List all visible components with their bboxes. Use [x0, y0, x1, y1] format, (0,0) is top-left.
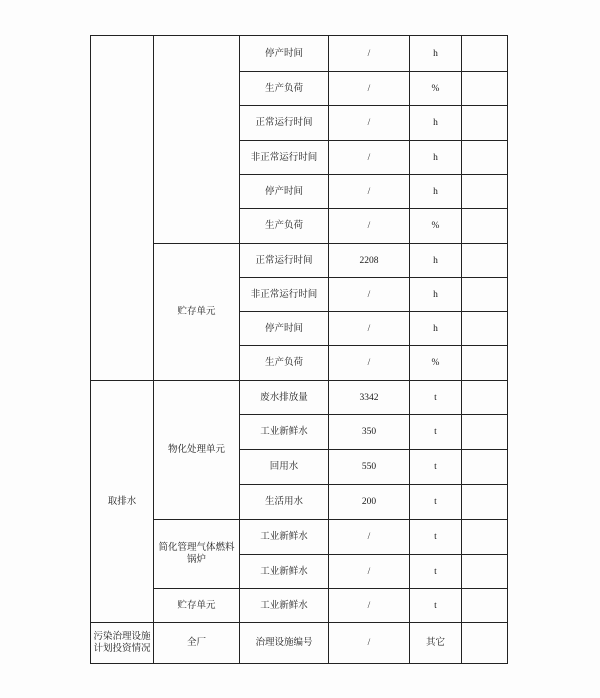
unit-label-storage-2: 贮存单元: [154, 589, 240, 623]
note-cell: [462, 623, 508, 664]
note-cell: [462, 520, 508, 555]
item-cell: 生产负荷: [240, 72, 329, 106]
value-cell: 350: [329, 415, 410, 450]
unit-cell: t: [410, 381, 462, 415]
item-cell: 停产时间: [240, 312, 329, 346]
unit-cell: t: [410, 555, 462, 589]
unit-cell: h: [410, 36, 462, 72]
data-table: [90, 35, 508, 664]
value-cell: /: [329, 623, 410, 664]
unit-cell: h: [410, 175, 462, 209]
item-cell: 停产时间: [240, 36, 329, 72]
value-cell: /: [329, 278, 410, 312]
note-cell: [462, 106, 508, 141]
note-cell: [462, 278, 508, 312]
item-cell: 工业新鲜水: [240, 415, 329, 450]
table-row: [91, 244, 508, 278]
value-cell: /: [329, 175, 410, 209]
category-label-pollution-plan: 污染治理设施计划投资情况: [91, 623, 154, 664]
unit-cell: h: [410, 141, 462, 175]
note-cell: [462, 415, 508, 450]
unit-label-whole-plant: 全厂: [154, 623, 240, 664]
item-cell: 正常运行时间: [240, 106, 329, 141]
item-cell: 工业新鲜水: [240, 520, 329, 555]
note-cell: [462, 381, 508, 415]
item-cell: 生活用水: [240, 485, 329, 520]
category-cell-continued: [91, 36, 154, 381]
unit-cell: t: [410, 485, 462, 520]
value-cell: /: [329, 520, 410, 555]
value-cell: /: [329, 555, 410, 589]
note-cell: [462, 175, 508, 209]
unit-cell: t: [410, 450, 462, 485]
note-cell: [462, 555, 508, 589]
item-cell: 工业新鲜水: [240, 555, 329, 589]
table-row: [91, 623, 508, 664]
unit-cell: t: [410, 589, 462, 623]
category-label-water: 取排水: [91, 381, 154, 623]
item-cell: 工业新鲜水: [240, 589, 329, 623]
unit-cell: t: [410, 520, 462, 555]
note-cell: [462, 244, 508, 278]
note-cell: [462, 72, 508, 106]
value-cell: 3342: [329, 381, 410, 415]
table-row: [91, 381, 508, 415]
unit-cell: t: [410, 415, 462, 450]
value-cell: /: [329, 346, 410, 381]
note-cell: [462, 209, 508, 244]
unit-cell: h: [410, 106, 462, 141]
unit-cell: h: [410, 312, 462, 346]
item-cell: 非正常运行时间: [240, 141, 329, 175]
unit-cell: %: [410, 346, 462, 381]
value-cell: 550: [329, 450, 410, 485]
value-cell: /: [329, 209, 410, 244]
item-cell: 生产负荷: [240, 346, 329, 381]
value-cell: /: [329, 36, 410, 72]
value-cell: 2208: [329, 244, 410, 278]
value-cell: /: [329, 312, 410, 346]
value-cell: /: [329, 589, 410, 623]
note-cell: [462, 346, 508, 381]
table-row: [91, 520, 508, 555]
note-cell: [462, 36, 508, 72]
note-cell: [462, 312, 508, 346]
unit-cell: 其它: [410, 623, 462, 664]
unit-cell: %: [410, 72, 462, 106]
unit-cell: h: [410, 244, 462, 278]
unit-label-storage: 贮存单元: [154, 244, 240, 381]
unit-label-boiler: 简化管理气体燃料锅炉: [154, 520, 240, 589]
note-cell: [462, 485, 508, 520]
note-cell: [462, 450, 508, 485]
unit-cell: %: [410, 209, 462, 244]
note-cell: [462, 589, 508, 623]
item-cell: 回用水: [240, 450, 329, 485]
value-cell: /: [329, 106, 410, 141]
unit-cell-continued: [154, 36, 240, 244]
item-cell: 生产负荷: [240, 209, 329, 244]
table-row: [91, 589, 508, 623]
unit-cell: h: [410, 278, 462, 312]
item-cell: 废水排放量: [240, 381, 329, 415]
value-cell: /: [329, 141, 410, 175]
value-cell: /: [329, 72, 410, 106]
note-cell: [462, 141, 508, 175]
table-row: [91, 36, 508, 72]
item-cell: 停产时间: [240, 175, 329, 209]
item-cell: 正常运行时间: [240, 244, 329, 278]
item-cell: 非正常运行时间: [240, 278, 329, 312]
item-cell: 治理设施编号: [240, 623, 329, 664]
unit-label-physchem: 物化处理单元: [154, 381, 240, 520]
value-cell: 200: [329, 485, 410, 520]
